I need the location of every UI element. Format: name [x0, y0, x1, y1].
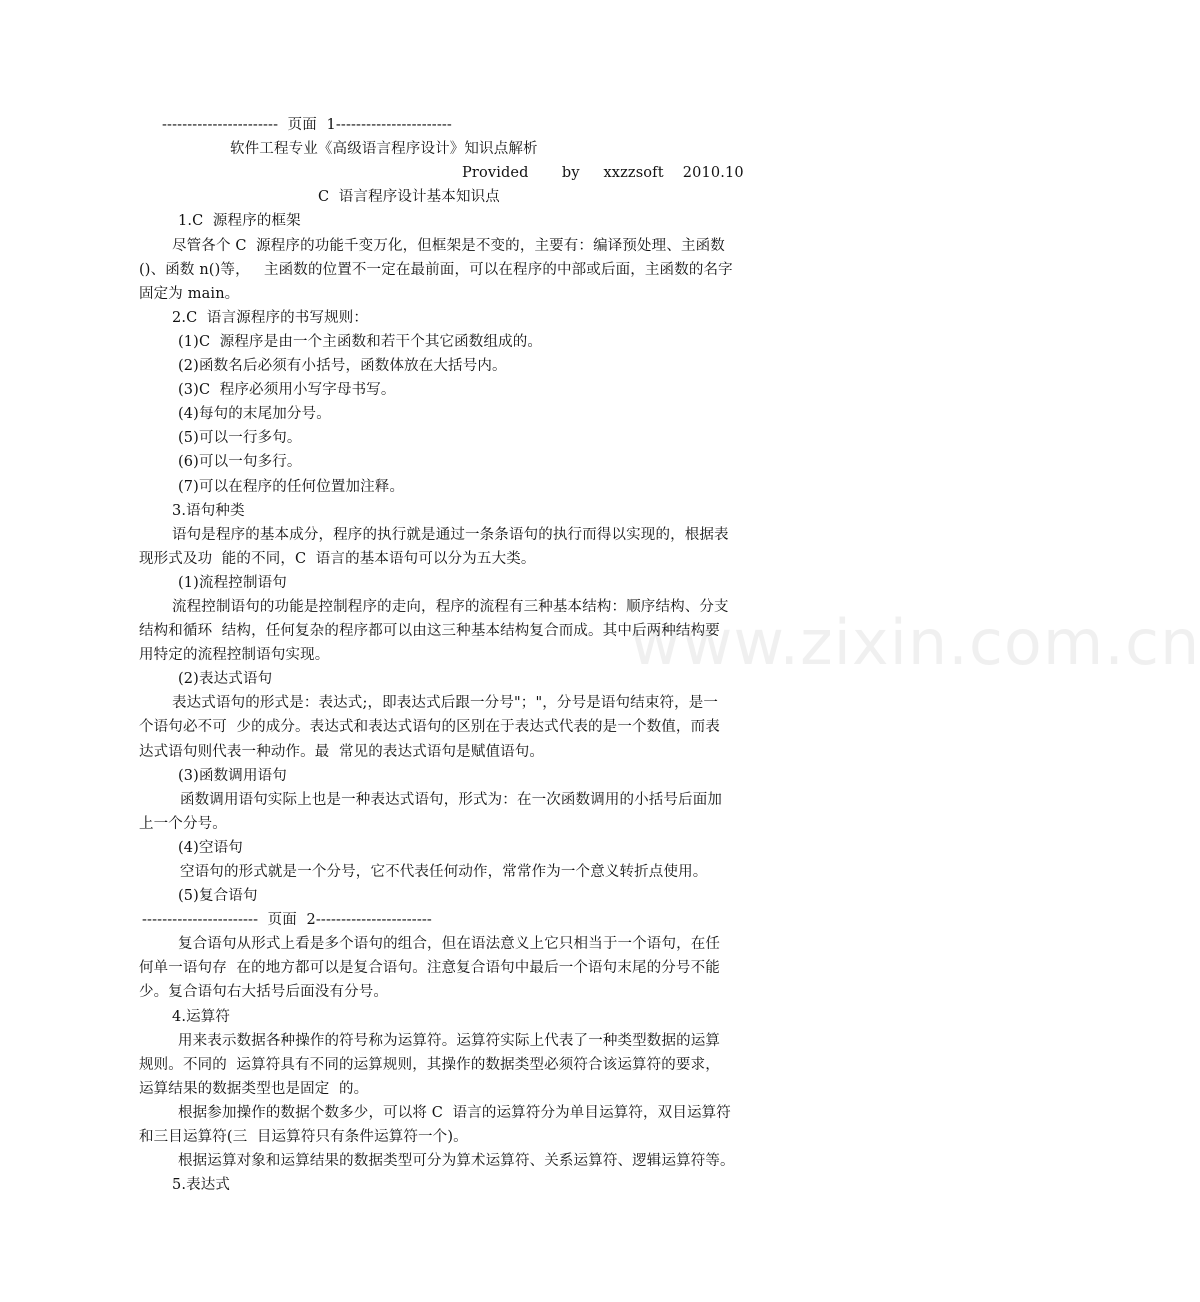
- paragraph-line: 语句是程序的基本成分，程序的执行就是通过一条条语句的执行而得以实现的，根据表: [172, 527, 729, 543]
- paragraph-line: 函数调用语句实际上也是一种表达式语句，形式为：在一次函数调用的小括号后面加: [180, 792, 723, 808]
- paragraph-line: 流程控制语句的功能是控制程序的走向，程序的流程有三种基本结构：顺序结构、分支: [172, 599, 729, 615]
- paragraph-line: 运算结果的数据类型也是固定 的。: [139, 1081, 369, 1097]
- paragraph-line: 上一个分号。: [139, 816, 227, 832]
- paragraph-line: 根据参加操作的数据个数多少，可以将 C 语言的运算符分为单目运算符，双目运算符: [178, 1105, 731, 1121]
- paragraph-line: 现形式及功 能的不同，C 语言的基本语句可以分为五大类。: [139, 551, 536, 567]
- paragraph-line: 个语句必不可 少的成分。表达式和表达式语句的区别在于表达式代表的是一个数值，而表: [139, 719, 720, 735]
- document-title: 软件工程专业《高级语言程序设计》知识点解析: [230, 141, 538, 157]
- paragraph-line: 尽管各个 C 源程序的功能千变万化，但框架是不变的，主要有：编译预处理、主函数: [172, 238, 725, 254]
- paragraph-line: 何单一语句存 在的地方都可以是复合语句。注意复合语句中最后一个语句末尾的分号不能: [139, 960, 720, 976]
- paragraph-line: 结构和循环 结构，任何复杂的程序都可以由这三种基本结构复合而成。其中后两种结构要: [139, 623, 720, 639]
- section-3-heading: 3.语句种类: [172, 503, 245, 519]
- section-5-heading: 5.表达式: [172, 1177, 231, 1193]
- paragraph-line: 用特定的流程控制语句实现。: [139, 647, 330, 663]
- provided-by-line: Provided by xxzzsoft 2010.10: [462, 165, 744, 181]
- paragraph-line: 用来表示数据各种操作的符号称为运算符。运算符实际上代表了一种类型数据的运算: [178, 1033, 721, 1049]
- section-2-heading: 2.C 语言源程序的书写规则：: [172, 310, 369, 326]
- page-separator-2: ----------------------- 页面 2-----------------------: [142, 912, 432, 928]
- paragraph-line: 固定为 main。: [139, 286, 240, 302]
- paragraph-line: 达式语句则代表一种动作。最 常见的表达式语句是赋值语句。: [139, 744, 545, 760]
- paragraph-line: 空语句的形式就是一个分号，它不代表任何动作，常常作为一个意义转折点使用。: [180, 864, 708, 880]
- rule-item-7: (7)可以在程序的任何位置加注释。: [178, 479, 405, 495]
- document-subtitle: C 语言程序设计基本知识点: [318, 189, 500, 205]
- paragraph-line: 复合语句从形式上看是多个语句的组合，但在语法意义上它只相当于一个语句，在任: [178, 936, 721, 952]
- paragraph-line: 和三目运算符(三 目运算符只有条件运算符一个)。: [139, 1129, 468, 1145]
- paragraph-line: ()、函数 n()等， 主函数的位置不一定在最前面，可以在程序的中部或后面，主函数的名字: [139, 262, 733, 278]
- rule-item-6: (6)可以一句多行。: [178, 454, 302, 470]
- paragraph-line: 规则。不同的 运算符具有不同的运算规则，其操作的数据类型必须符合该运算符的要求，: [139, 1057, 720, 1073]
- section-4-heading: 4.运算符: [172, 1009, 231, 1025]
- subsection-heading-function-call: (3)函数调用语句: [178, 768, 287, 784]
- watermark: www.zixin.com.cn: [630, 606, 1200, 679]
- rule-item-4: (4)每句的末尾加分号。: [178, 406, 331, 422]
- rule-item-1: (1)C 源程序是由一个主函数和若干个其它函数组成的。: [178, 334, 543, 350]
- paragraph-line: 少。复合语句右大括号后面没有分号。: [139, 984, 389, 1000]
- paragraph-line: 根据运算对象和运算结果的数据类型可分为算术运算符、关系运算符、逻辑运算符等。: [178, 1153, 735, 1169]
- subsection-heading-flow-control: (1)流程控制语句: [178, 575, 287, 591]
- page-separator-1: ----------------------- 页面 1-----------------------: [162, 117, 452, 133]
- subsection-heading-compound: (5)复合语句: [178, 888, 258, 904]
- subsection-heading-expression: (2)表达式语句: [178, 671, 273, 687]
- subsection-heading-empty: (4)空语句: [178, 840, 243, 856]
- rule-item-3: (3)C 程序必须用小写字母书写。: [178, 382, 396, 398]
- rule-item-5: (5)可以一行多句。: [178, 430, 302, 446]
- paragraph-line: 表达式语句的形式是：表达式;，即表达式后跟一分号"；"，分号是语句结束符，是一: [172, 695, 719, 711]
- rule-item-2: (2)函数名后必须有小括号，函数体放在大括号内。: [178, 358, 507, 374]
- section-1-heading: 1.C 源程序的框架: [178, 213, 301, 229]
